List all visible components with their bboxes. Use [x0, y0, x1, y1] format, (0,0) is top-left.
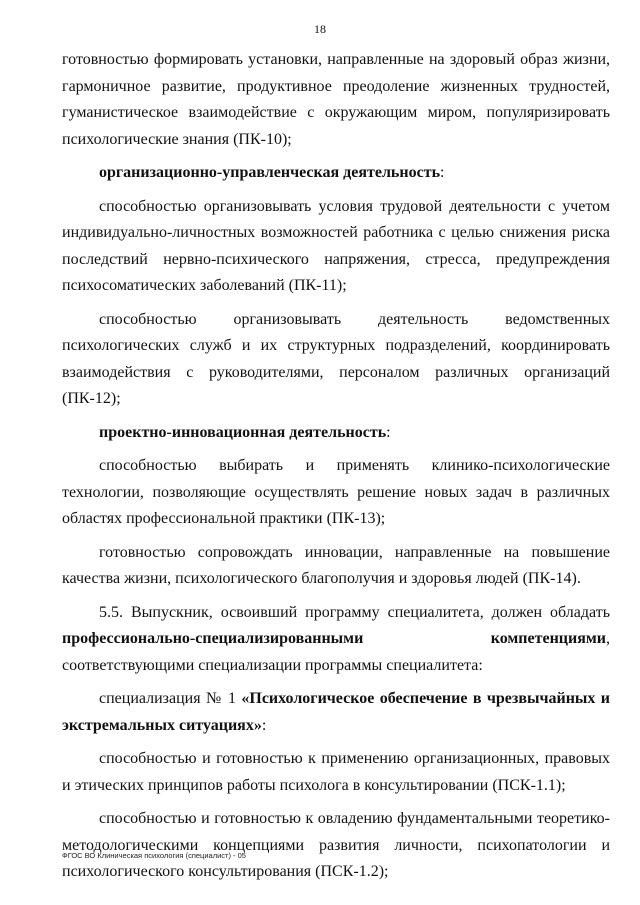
document-body: [62, 47, 610, 893]
paragraph-5-5: [62, 600, 610, 680]
paragraph-psk-1-2: способностью и готовностью к овладению фундаментальными теоретико-методологическими концепциями развития личности, психопатологии и психологического консультирования (ПСК-1.2);: [62, 810, 610, 880]
section-heading-innovation-text: проектно-инновационная деятельность: [99, 423, 387, 441]
paragraph-pk13: способностью выбирать и применять клинико-психологические технологии, позволяющие осуществлять решение новых задач в различных областях профессиональной практики (ПК-13);: [62, 457, 610, 527]
paragraph-5-5-start: 5.5. Выпускник, освоивший программу специалитета, должен обладать: [99, 603, 610, 621]
section-heading-innovation-colon: :: [386, 423, 391, 441]
section-heading-organizational-text: организационно-управленческая деятельность: [99, 164, 441, 181]
paragraph-pk11: способностью организовывать условия трудовой деятельности с учетом индивидуально-личностных возможностей работника с целью снижения риска последствий нервно-психического напряжения, стресса, предупреждения психосоматических заболеваний (ПК-11);: [62, 197, 610, 294]
paragraph-5-5-bold: профессионально-специализированными компетенциями: [62, 630, 606, 647]
section-heading-organizational: [62, 160, 610, 187]
page-number: 18: [314, 22, 326, 36]
paragraph-5-5-end: , соответствующими специализации программы специалитета:: [62, 630, 610, 674]
page-footer: ФГОС ВО Клиническая психология (специалист) - 05: [62, 851, 246, 860]
specialization-1-colon: :: [261, 716, 267, 734]
paragraph-psk-1-1: способностью и готовностью к применению организационных, правовых и этических принципов работы психолога в консультировании (ПСК-1.1);: [62, 750, 610, 794]
specialization-1-start: специализация № 1: [99, 690, 242, 707]
paragraph-specialization-1: [62, 686, 610, 739]
paragraph-pk12: способностью организовывать деятельность ведомственных психологических служб и их структурных подразделений, координировать взаимодействия с руководителями, персоналом различных организаций (ПК-12);: [62, 310, 610, 407]
paragraph-pk10: готовностью формировать установки, направленные на здоровый образ жизни, гармоничное развитие, продуктивное преодоление жизненных трудностей, гуманистическое взаимодействие с окружающим миром, популяризировать психологические знания (ПК-10);: [62, 51, 610, 148]
section-heading-innovation: [62, 420, 610, 447]
paragraph-pk14: готовностью сопровождать инновации, направленные на повышение качества жизни, психологического благополучия и здоровья людей (ПК-14).: [62, 543, 610, 587]
section-heading-organizational-colon: :: [440, 164, 445, 181]
specialization-1-title: «Психологическое обеспечение в чрезвычайных и экстремальных ситуациях»: [62, 690, 610, 734]
